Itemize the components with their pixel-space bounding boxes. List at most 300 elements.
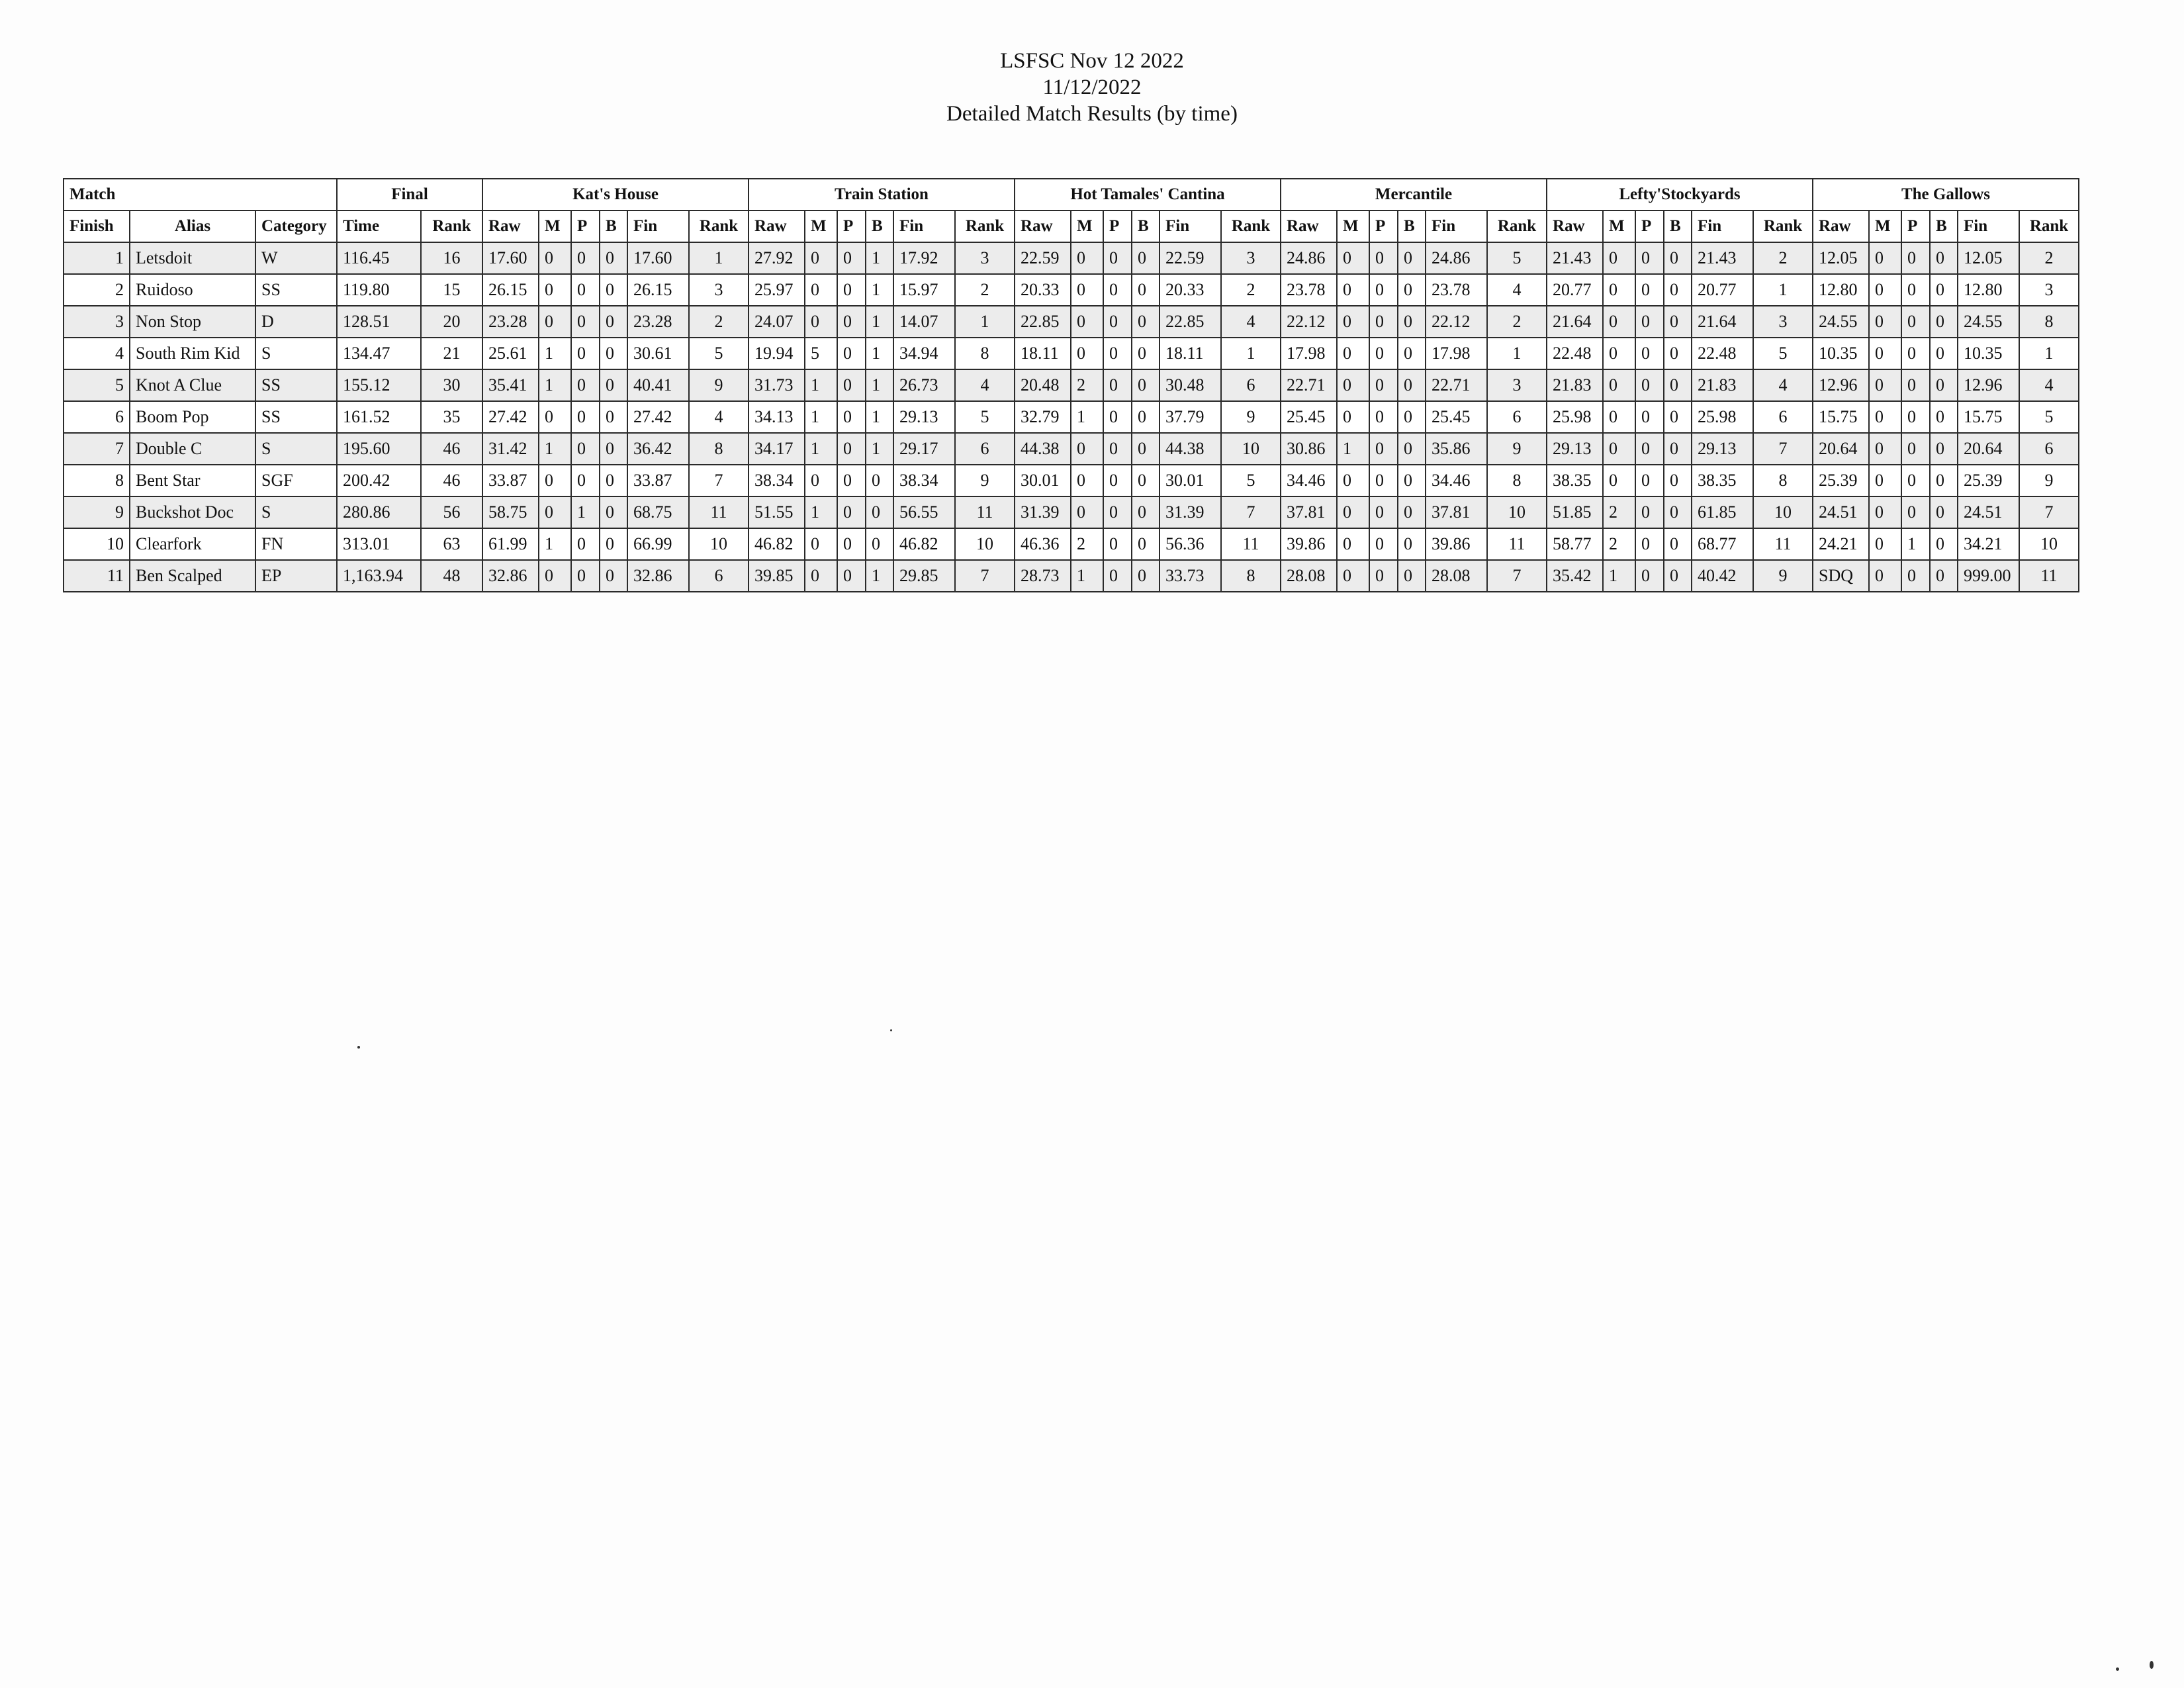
stage-final-cell: 39.86 — [1426, 528, 1487, 560]
group-header-row — [64, 179, 2079, 211]
stage-bonus-cell: 0 — [1664, 433, 1692, 465]
stage-miss-cell: 2 — [1071, 369, 1103, 401]
stage-raw-cell: 20.48 — [1015, 369, 1071, 401]
stage-final-cell: 21.83 — [1692, 369, 1753, 401]
col-header-stage-raw: Raw — [749, 211, 805, 242]
col-header-stage-m: M — [1869, 211, 1901, 242]
stage-raw-cell: 24.86 — [1281, 242, 1337, 274]
final-time-cell: 1,163.94 — [337, 560, 421, 592]
stage-rank-cell: 3 — [1221, 242, 1281, 274]
stage-procedural-cell: 0 — [837, 369, 866, 401]
stage-procedural-cell: 0 — [571, 306, 600, 338]
stage-miss-cell: 0 — [1337, 528, 1369, 560]
stage-raw-cell: 15.75 — [1813, 401, 1869, 433]
stage-bonus-cell: 0 — [1664, 496, 1692, 528]
stage-final-cell: 14.07 — [893, 306, 955, 338]
stage-miss-cell: 0 — [1337, 369, 1369, 401]
alias-cell: Buckshot Doc — [130, 496, 255, 528]
stage-rank-cell: 4 — [1487, 274, 1547, 306]
stage-bonus-cell: 0 — [1132, 242, 1160, 274]
stage-raw-cell: 31.39 — [1015, 496, 1071, 528]
stage-miss-cell: 0 — [1869, 401, 1901, 433]
stage-bonus-cell: 0 — [1664, 560, 1692, 592]
stage-bonus-cell: 0 — [1398, 306, 1426, 338]
stage-rank-cell: 5 — [1221, 465, 1281, 496]
stage-procedural-cell: 0 — [1103, 433, 1132, 465]
stage-rank-cell: 4 — [689, 401, 749, 433]
stage-raw-cell: 38.34 — [749, 465, 805, 496]
stage-rank-cell: 6 — [1753, 401, 1813, 433]
stage-miss-cell: 0 — [1071, 338, 1103, 369]
stage-final-cell: 30.48 — [1160, 369, 1221, 401]
stage-procedural-cell: 0 — [1103, 496, 1132, 528]
match-results-table — [63, 178, 2079, 592]
stage-final-cell: 38.35 — [1692, 465, 1753, 496]
stage-final-cell: 26.15 — [627, 274, 689, 306]
stage-miss-cell: 1 — [539, 433, 571, 465]
stage-bonus-cell: 0 — [1398, 496, 1426, 528]
stage-rank-cell: 8 — [689, 433, 749, 465]
col-header-stage-raw: Raw — [482, 211, 539, 242]
stage-rank-cell: 7 — [1221, 496, 1281, 528]
stage-rank-cell: 5 — [1487, 242, 1547, 274]
stage-bonus-cell: 0 — [1398, 560, 1426, 592]
stage-bonus-cell: 0 — [600, 433, 627, 465]
stage-bonus-cell: 0 — [1930, 274, 1958, 306]
stage-bonus-cell: 0 — [1132, 338, 1160, 369]
stage-rank-cell: 2 — [2019, 242, 2079, 274]
stage-final-cell: 66.99 — [627, 528, 689, 560]
stage-miss-cell: 2 — [1071, 528, 1103, 560]
stage-rank-cell: 2 — [1221, 274, 1281, 306]
stage-procedural-cell: 1 — [1901, 528, 1930, 560]
stage-miss-cell: 0 — [539, 496, 571, 528]
category-cell: EP — [255, 560, 337, 592]
stage-procedural-cell: 0 — [1103, 528, 1132, 560]
stage-procedural-cell: 0 — [1901, 465, 1930, 496]
stage-final-cell: 15.97 — [893, 274, 955, 306]
stage-raw-cell: 23.78 — [1281, 274, 1337, 306]
stage-procedural-cell: 0 — [1369, 433, 1398, 465]
stage-raw-cell: 21.83 — [1547, 369, 1603, 401]
stage-raw-cell: 32.86 — [482, 560, 539, 592]
stage-miss-cell: 0 — [1603, 274, 1635, 306]
stage-final-cell: 20.77 — [1692, 274, 1753, 306]
stage-procedural-cell: 0 — [1635, 274, 1664, 306]
stage-final-cell: 22.48 — [1692, 338, 1753, 369]
col-header-final-rank: Rank — [421, 211, 482, 242]
col-header-stage-rank: Rank — [1487, 211, 1547, 242]
scan-speck — [2116, 1667, 2119, 1671]
stage-procedural-cell: 0 — [1901, 433, 1930, 465]
stage-final-cell: 22.12 — [1426, 306, 1487, 338]
col-header-stage-m: M — [1071, 211, 1103, 242]
stage-miss-cell: 1 — [805, 369, 837, 401]
stage-bonus-cell: 0 — [866, 465, 893, 496]
stage-procedural-cell: 0 — [1635, 242, 1664, 274]
stage-raw-cell: 37.81 — [1281, 496, 1337, 528]
stage-procedural-cell: 0 — [1635, 369, 1664, 401]
stage-procedural-cell: 0 — [837, 560, 866, 592]
stage-miss-cell: 0 — [805, 465, 837, 496]
table-row — [64, 274, 2079, 306]
table-row — [64, 401, 2079, 433]
col-header-stage-raw: Raw — [1547, 211, 1603, 242]
stage-raw-cell: 51.85 — [1547, 496, 1603, 528]
stage-rank-cell: 7 — [1753, 433, 1813, 465]
stage-miss-cell: 1 — [805, 433, 837, 465]
alias-cell: Knot A Clue — [130, 369, 255, 401]
col-header-stage-rank: Rank — [1753, 211, 1813, 242]
col-header-time: Time — [337, 211, 421, 242]
final-rank-cell: 46 — [421, 465, 482, 496]
stage-raw-cell: 35.42 — [1547, 560, 1603, 592]
stage-rank-cell: 7 — [2019, 496, 2079, 528]
report-date: 11/12/2022 — [1042, 75, 1142, 99]
stage-final-cell: 10.35 — [1958, 338, 2019, 369]
stage-bonus-cell: 0 — [1132, 401, 1160, 433]
finish-cell: 11 — [64, 560, 130, 592]
finish-cell: 10 — [64, 528, 130, 560]
stage-raw-cell: 21.64 — [1547, 306, 1603, 338]
stage-bonus-cell: 0 — [1930, 560, 1958, 592]
stage-final-cell: 36.42 — [627, 433, 689, 465]
stage-raw-cell: 25.97 — [749, 274, 805, 306]
stage-raw-cell: 22.48 — [1547, 338, 1603, 369]
col-header-stage-b: B — [1664, 211, 1692, 242]
stage-bonus-cell: 0 — [1664, 338, 1692, 369]
stage-rank-cell: 2 — [1487, 306, 1547, 338]
category-cell: S — [255, 433, 337, 465]
stage-miss-cell: 0 — [1869, 338, 1901, 369]
col-header-stage-raw: Raw — [1015, 211, 1071, 242]
stage-bonus-cell: 0 — [1930, 369, 1958, 401]
col-header-stage-b: B — [1132, 211, 1160, 242]
stage-procedural-cell: 0 — [571, 465, 600, 496]
stage-procedural-cell: 0 — [1901, 274, 1930, 306]
stage-procedural-cell: 0 — [1103, 560, 1132, 592]
stage-final-cell: 15.75 — [1958, 401, 2019, 433]
stage-header: Kat's House — [482, 179, 749, 211]
stage-final-cell: 44.38 — [1160, 433, 1221, 465]
stage-rank-cell: 9 — [689, 369, 749, 401]
stage-raw-cell: 10.35 — [1813, 338, 1869, 369]
stage-procedural-cell: 0 — [571, 528, 600, 560]
stage-miss-cell: 0 — [1603, 369, 1635, 401]
stage-final-cell: 34.21 — [1958, 528, 2019, 560]
stage-raw-cell: 51.55 — [749, 496, 805, 528]
final-time-cell: 116.45 — [337, 242, 421, 274]
stage-header: Mercantile — [1281, 179, 1547, 211]
final-rank-cell: 15 — [421, 274, 482, 306]
stage-rank-cell: 2 — [955, 274, 1015, 306]
stage-bonus-cell: 0 — [600, 306, 627, 338]
alias-cell: Double C — [130, 433, 255, 465]
stage-final-cell: 29.13 — [1692, 433, 1753, 465]
final-time-cell: 313.01 — [337, 528, 421, 560]
stage-raw-cell: 30.01 — [1015, 465, 1071, 496]
stage-final-cell: 38.34 — [893, 465, 955, 496]
final-time-cell: 280.86 — [337, 496, 421, 528]
col-header-stage-p: P — [571, 211, 600, 242]
stage-raw-cell: 20.64 — [1813, 433, 1869, 465]
stage-miss-cell: 0 — [805, 528, 837, 560]
stage-header: The Gallows — [1813, 179, 2079, 211]
stage-raw-cell: 44.38 — [1015, 433, 1071, 465]
stage-miss-cell: 0 — [1603, 465, 1635, 496]
stage-final-cell: 24.55 — [1958, 306, 2019, 338]
col-header-stage-fin: Fin — [893, 211, 955, 242]
col-header-stage-b: B — [866, 211, 893, 242]
stage-bonus-cell: 0 — [1664, 528, 1692, 560]
stage-raw-cell: 58.77 — [1547, 528, 1603, 560]
table-row — [64, 560, 2079, 592]
stage-procedural-cell: 0 — [1901, 560, 1930, 592]
stage-bonus-cell: 1 — [866, 306, 893, 338]
stage-rank-cell: 3 — [1753, 306, 1813, 338]
stage-bonus-cell: 0 — [1664, 274, 1692, 306]
stage-final-cell: 17.92 — [893, 242, 955, 274]
stage-final-cell: 26.73 — [893, 369, 955, 401]
stage-raw-cell: 33.87 — [482, 465, 539, 496]
stage-bonus-cell: 0 — [600, 496, 627, 528]
stage-rank-cell: 11 — [1221, 528, 1281, 560]
stage-bonus-cell: 0 — [1930, 338, 1958, 369]
stage-procedural-cell: 0 — [571, 401, 600, 433]
stage-rank-cell: 1 — [1221, 338, 1281, 369]
stage-bonus-cell: 0 — [1132, 496, 1160, 528]
stage-final-cell: 25.45 — [1426, 401, 1487, 433]
col-header-stage-m: M — [805, 211, 837, 242]
stage-final-cell: 32.86 — [627, 560, 689, 592]
stage-rank-cell: 8 — [1221, 560, 1281, 592]
stage-final-cell: 40.42 — [1692, 560, 1753, 592]
stage-final-cell: 23.78 — [1426, 274, 1487, 306]
stage-final-cell: 24.51 — [1958, 496, 2019, 528]
stage-procedural-cell: 0 — [1635, 306, 1664, 338]
stage-procedural-cell: 0 — [1369, 528, 1398, 560]
stage-miss-cell: 0 — [1603, 401, 1635, 433]
stage-raw-cell: 24.55 — [1813, 306, 1869, 338]
col-header-stage-raw: Raw — [1813, 211, 1869, 242]
stage-procedural-cell: 0 — [1369, 560, 1398, 592]
stage-miss-cell: 1 — [539, 528, 571, 560]
stage-final-cell: 22.71 — [1426, 369, 1487, 401]
stage-final-cell: 21.64 — [1692, 306, 1753, 338]
table-row — [64, 465, 2079, 496]
stage-procedural-cell: 0 — [571, 433, 600, 465]
stage-raw-cell: 30.86 — [1281, 433, 1337, 465]
stage-miss-cell: 1 — [805, 401, 837, 433]
stage-miss-cell: 0 — [539, 560, 571, 592]
stage-final-cell: 25.98 — [1692, 401, 1753, 433]
stage-rank-cell: 11 — [1487, 528, 1547, 560]
alias-cell: Ruidoso — [130, 274, 255, 306]
stage-raw-cell: 27.42 — [482, 401, 539, 433]
stage-procedural-cell: 0 — [1635, 401, 1664, 433]
stage-procedural-cell: 0 — [1103, 369, 1132, 401]
stage-bonus-cell: 0 — [1398, 465, 1426, 496]
stage-rank-cell: 10 — [1753, 496, 1813, 528]
stage-rank-cell: 8 — [1753, 465, 1813, 496]
stage-rank-cell: 10 — [1221, 433, 1281, 465]
stage-rank-cell: 10 — [955, 528, 1015, 560]
stage-final-cell: 40.41 — [627, 369, 689, 401]
stage-bonus-cell: 0 — [1398, 369, 1426, 401]
stage-bonus-cell: 0 — [1132, 528, 1160, 560]
stage-miss-cell: 0 — [1869, 369, 1901, 401]
stage-bonus-cell: 0 — [1398, 274, 1426, 306]
stage-rank-cell: 1 — [689, 242, 749, 274]
col-header-stage-fin: Fin — [1692, 211, 1753, 242]
stage-bonus-cell: 1 — [866, 274, 893, 306]
stage-procedural-cell: 0 — [837, 528, 866, 560]
stage-final-cell: 29.17 — [893, 433, 955, 465]
stage-bonus-cell: 0 — [1930, 496, 1958, 528]
stage-rank-cell: 7 — [689, 465, 749, 496]
match-group-header: Match — [64, 179, 337, 211]
stage-miss-cell: 0 — [1337, 496, 1369, 528]
stage-rank-cell: 7 — [1487, 560, 1547, 592]
stage-bonus-cell: 0 — [1398, 528, 1426, 560]
stage-bonus-cell: 0 — [600, 274, 627, 306]
stage-rank-cell: 8 — [955, 338, 1015, 369]
stage-miss-cell: 0 — [1337, 401, 1369, 433]
table-row — [64, 496, 2079, 528]
stage-bonus-cell: 0 — [1930, 242, 1958, 274]
stage-bonus-cell: 0 — [1398, 242, 1426, 274]
stage-final-cell: 33.87 — [627, 465, 689, 496]
category-cell: W — [255, 242, 337, 274]
stage-final-cell: 31.39 — [1160, 496, 1221, 528]
stage-final-cell: 18.11 — [1160, 338, 1221, 369]
stage-procedural-cell: 0 — [1901, 369, 1930, 401]
table-row — [64, 306, 2079, 338]
col-header-stage-fin: Fin — [1958, 211, 2019, 242]
stage-rank-cell: 1 — [955, 306, 1015, 338]
stage-final-cell: 12.80 — [1958, 274, 2019, 306]
stage-raw-cell: 39.85 — [749, 560, 805, 592]
stage-procedural-cell: 0 — [1635, 528, 1664, 560]
finish-cell: 7 — [64, 433, 130, 465]
stage-final-cell: 68.75 — [627, 496, 689, 528]
alias-cell: Ben Scalped — [130, 560, 255, 592]
stage-rank-cell: 9 — [2019, 465, 2079, 496]
stage-final-cell: 25.39 — [1958, 465, 2019, 496]
stage-bonus-cell: 1 — [866, 433, 893, 465]
results-body — [64, 242, 2079, 592]
stage-miss-cell: 0 — [1603, 242, 1635, 274]
stage-final-cell: 22.59 — [1160, 242, 1221, 274]
table-row — [64, 369, 2079, 401]
stage-miss-cell: 0 — [1869, 528, 1901, 560]
col-header-stage-b: B — [600, 211, 627, 242]
stage-bonus-cell: 1 — [866, 338, 893, 369]
stage-procedural-cell: 0 — [1369, 401, 1398, 433]
stage-procedural-cell: 1 — [571, 496, 600, 528]
stage-procedural-cell: 0 — [1901, 401, 1930, 433]
alias-cell: Boom Pop — [130, 401, 255, 433]
table-row — [64, 242, 2079, 274]
stage-rank-cell: 2 — [1753, 242, 1813, 274]
final-time-cell: 200.42 — [337, 465, 421, 496]
stage-bonus-cell: 1 — [866, 401, 893, 433]
stage-raw-cell: 46.36 — [1015, 528, 1071, 560]
stage-final-cell: 20.33 — [1160, 274, 1221, 306]
stage-rank-cell: 4 — [955, 369, 1015, 401]
stage-rank-cell: 4 — [2019, 369, 2079, 401]
stage-rank-cell: 10 — [1487, 496, 1547, 528]
stage-miss-cell: 1 — [1071, 401, 1103, 433]
stage-header: Hot Tamales' Cantina — [1015, 179, 1281, 211]
stage-bonus-cell: 0 — [600, 560, 627, 592]
stage-rank-cell: 3 — [2019, 274, 2079, 306]
stage-rank-cell: 3 — [955, 242, 1015, 274]
stage-miss-cell: 0 — [1869, 496, 1901, 528]
stage-rank-cell: 5 — [2019, 401, 2079, 433]
stage-bonus-cell: 0 — [600, 242, 627, 274]
alias-cell: Letsdoit — [130, 242, 255, 274]
col-header-stage-m: M — [1337, 211, 1369, 242]
stage-miss-cell: 0 — [1603, 306, 1635, 338]
table-row — [64, 338, 2079, 369]
stage-procedural-cell: 0 — [1103, 338, 1132, 369]
category-cell: SS — [255, 401, 337, 433]
stage-raw-cell: 34.17 — [749, 433, 805, 465]
stage-raw-cell: 22.12 — [1281, 306, 1337, 338]
stage-bonus-cell: 0 — [1930, 401, 1958, 433]
table-row — [64, 528, 2079, 560]
stage-final-cell: 37.81 — [1426, 496, 1487, 528]
stage-rank-cell: 9 — [1487, 433, 1547, 465]
stage-raw-cell: 12.80 — [1813, 274, 1869, 306]
final-rank-cell: 30 — [421, 369, 482, 401]
stage-bonus-cell: 0 — [1132, 560, 1160, 592]
category-cell: D — [255, 306, 337, 338]
stage-procedural-cell: 0 — [1901, 496, 1930, 528]
report-title: LSFSC Nov 12 2022 — [1000, 49, 1184, 73]
stage-final-cell: 999.00 — [1958, 560, 2019, 592]
stage-rank-cell: 6 — [955, 433, 1015, 465]
col-header-stage-m: M — [539, 211, 571, 242]
stage-miss-cell: 1 — [539, 369, 571, 401]
scan-speck — [2150, 1661, 2154, 1669]
stage-raw-cell: 31.73 — [749, 369, 805, 401]
stage-final-cell: 34.94 — [893, 338, 955, 369]
final-group-header: Final — [337, 179, 482, 211]
stage-bonus-cell: 0 — [1664, 369, 1692, 401]
stage-miss-cell: 0 — [805, 560, 837, 592]
stage-bonus-cell: 1 — [866, 560, 893, 592]
stage-bonus-cell: 0 — [866, 528, 893, 560]
stage-final-cell: 56.55 — [893, 496, 955, 528]
stage-rank-cell: 6 — [689, 560, 749, 592]
stage-final-cell: 37.79 — [1160, 401, 1221, 433]
stage-miss-cell: 0 — [1869, 306, 1901, 338]
col-header-stage-raw: Raw — [1281, 211, 1337, 242]
stage-procedural-cell: 0 — [571, 274, 600, 306]
scan-speck — [890, 1029, 892, 1031]
col-header-category: Category — [255, 211, 337, 242]
stage-raw-cell: 17.60 — [482, 242, 539, 274]
stage-raw-cell: 22.85 — [1015, 306, 1071, 338]
stage-raw-cell: 25.39 — [1813, 465, 1869, 496]
stage-rank-cell: 3 — [689, 274, 749, 306]
table-row — [64, 433, 2079, 465]
stage-bonus-cell: 0 — [1664, 306, 1692, 338]
stage-rank-cell: 9 — [1753, 560, 1813, 592]
stage-raw-cell: 22.71 — [1281, 369, 1337, 401]
